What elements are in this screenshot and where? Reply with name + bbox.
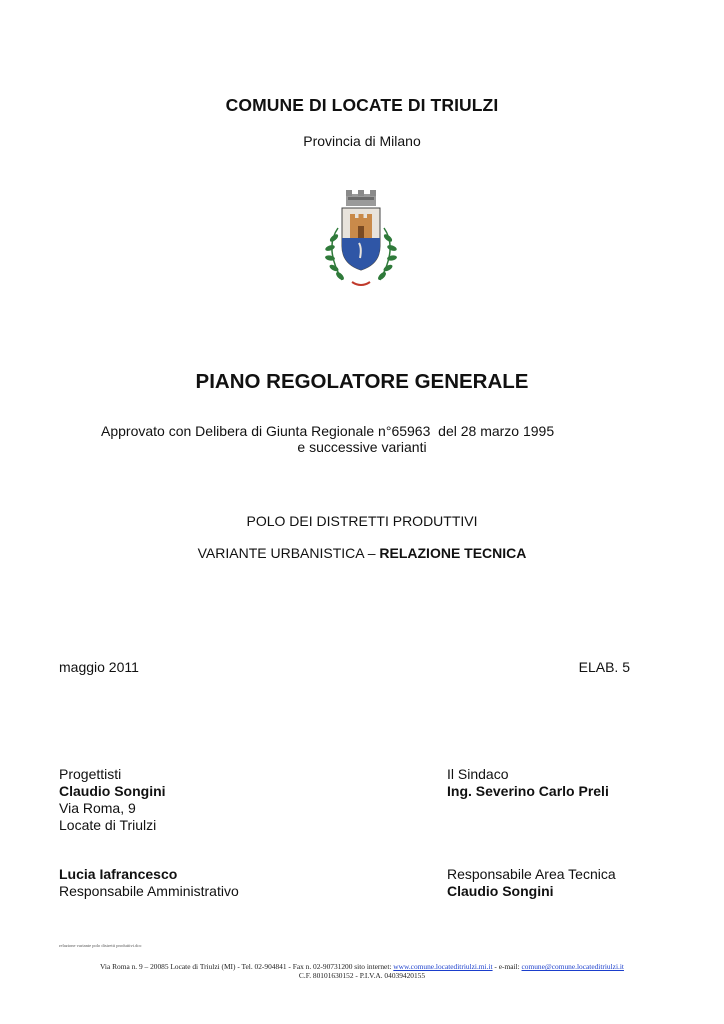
footer — [0, 962, 724, 980]
mayor-label: Il Sindaco — [447, 766, 509, 782]
designer-city: Locate di Triulzi — [59, 817, 157, 833]
website-link[interactable]: www.comune.locateditriulzi.mi.it — [393, 962, 493, 971]
designer-name: Claudio Songini — [59, 783, 166, 799]
footer-address-line — [0, 962, 724, 971]
designers-label: Progettisti — [59, 766, 122, 782]
admin-role: Responsabile Amministrativo — [59, 883, 239, 899]
technical-role: Responsabile Area Tecnica — [447, 866, 616, 882]
file-name: relazione variante polo distretti produttivi.doc — [59, 943, 142, 948]
email-label: - e-mail: — [492, 962, 522, 971]
subject-line: POLO DEI DISTRETTI PRODUTTIVI — [246, 513, 478, 529]
technical-name: Claudio Songini — [447, 883, 554, 899]
crown-icon — [346, 190, 376, 206]
footer-address: Via Roma n. 9 – 20085 Locate di Triulzi (MI) - Tel. 02-904841 - Fax n. 02-90731200 sito internet: — [100, 962, 394, 971]
variant-bold: RELAZIONE TECNICA — [379, 545, 527, 561]
mayor-name: Ing. Severino Carlo Preli — [447, 783, 609, 799]
document-date: maggio 2011 — [59, 659, 139, 675]
elab-number: ELAB. 5 — [578, 659, 630, 675]
admin-name: Lucia Iafrancesco — [59, 866, 178, 882]
approval-line-2: e successive varianti — [297, 439, 427, 455]
variant-prefix: VARIANTE URBANISTICA – — [197, 545, 380, 561]
approval-line-1: Approvato con Delibera di Giunta Regionale n°65963 del 28 marzo 1995 — [101, 423, 555, 439]
admin-block — [59, 866, 239, 900]
technical-block — [447, 866, 616, 900]
shield-icon — [342, 208, 380, 270]
mayor-block — [447, 766, 609, 800]
designers-block — [59, 766, 166, 834]
province-label: Provincia di Milano — [303, 133, 421, 149]
footer-tax-line: C.F. 80101630152 - P.I.V.A. 04039420155 — [298, 971, 426, 980]
plan-title: PIANO REGOLATORE GENERALE — [195, 370, 529, 393]
email-link[interactable]: comune@comune.locateditriulzi.it — [521, 962, 624, 971]
municipality-title: COMUNE DI LOCATE DI TRIULZI — [225, 95, 499, 115]
variant-line — [0, 545, 724, 561]
designer-address: Via Roma, 9 — [59, 800, 136, 816]
coat-of-arms-icon — [312, 188, 410, 292]
